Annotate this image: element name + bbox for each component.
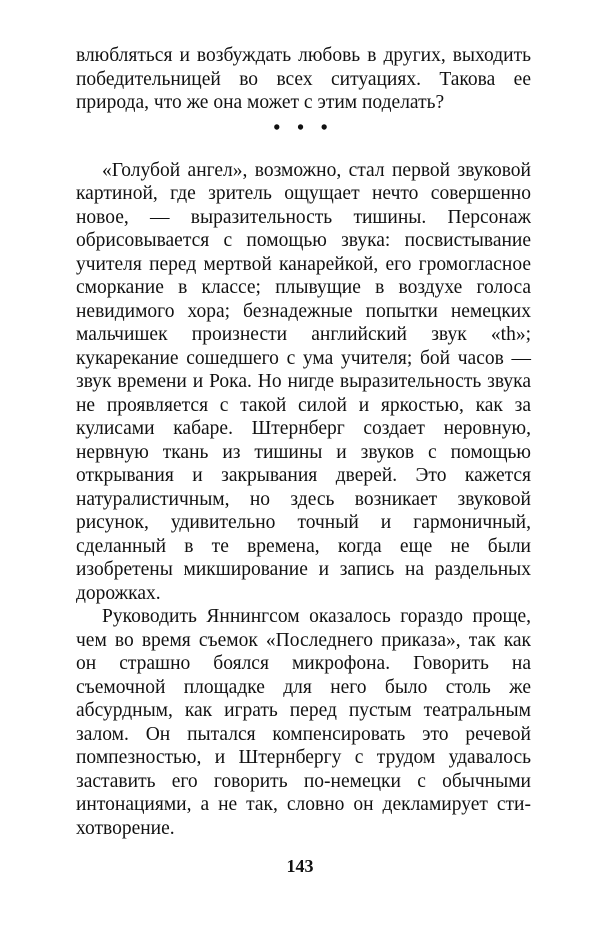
paragraph-jannings: Руководить Яннингсом оказалось гораздо проще, чем во время съемок «Последнего приказа», так как он страшно боялся микрофона. Говорить на съемочной площадке для него было столь же абсурдным, как играть перед пустым театральным залом. Он пытался компенсировать это речевой помпезностью, и Штернбергу с трудом удавалось заставить его говорить по-немецки с обычными интонациями, а не так, словно он декламирует стихотворение. <box>76 606 531 839</box>
page-number: 143 <box>286 856 314 876</box>
paragraph-continuation: влюбляться и возбуждать любовь в других, выходить победительницей во всех ситуациях. Такова ее природа, что же она может с этим поделать? <box>76 45 531 113</box>
book-page <box>76 44 531 840</box>
section-separator: • • • <box>273 117 334 139</box>
paragraph-blue-angel: «Голубой ангел», возможно, стал первой звуковой картиной, где зритель ощущает нечто совершенно новое, — выразительность тишины. Персонаж обрисовывается с помощью звука: посвистывание учителя перед мертвой канарейкой, его громогласное сморкание в классе; плывущие в воздухе голоса невидимого хора; безнадежные попытки немецких мальчишек произнести английский звук «th»; кукарекание сошедшего с ума учителя; бой часов — звук времени и Рока. Но нигде выразительность звука не проявляется с такой силой и яркостью, как за кулисами кабаре. Штернберг создает неровную, нервную ткань из тишины и звуков с помощью открывания и закрывания дверей. Это кажется натуралистичным, но здесь возникает звуковой рисунок, удивительно точный и гармоничный, сделанный в те времена, когда еще не были изобретены микширование и запись на раздельных дорожках. <box>76 159 531 604</box>
